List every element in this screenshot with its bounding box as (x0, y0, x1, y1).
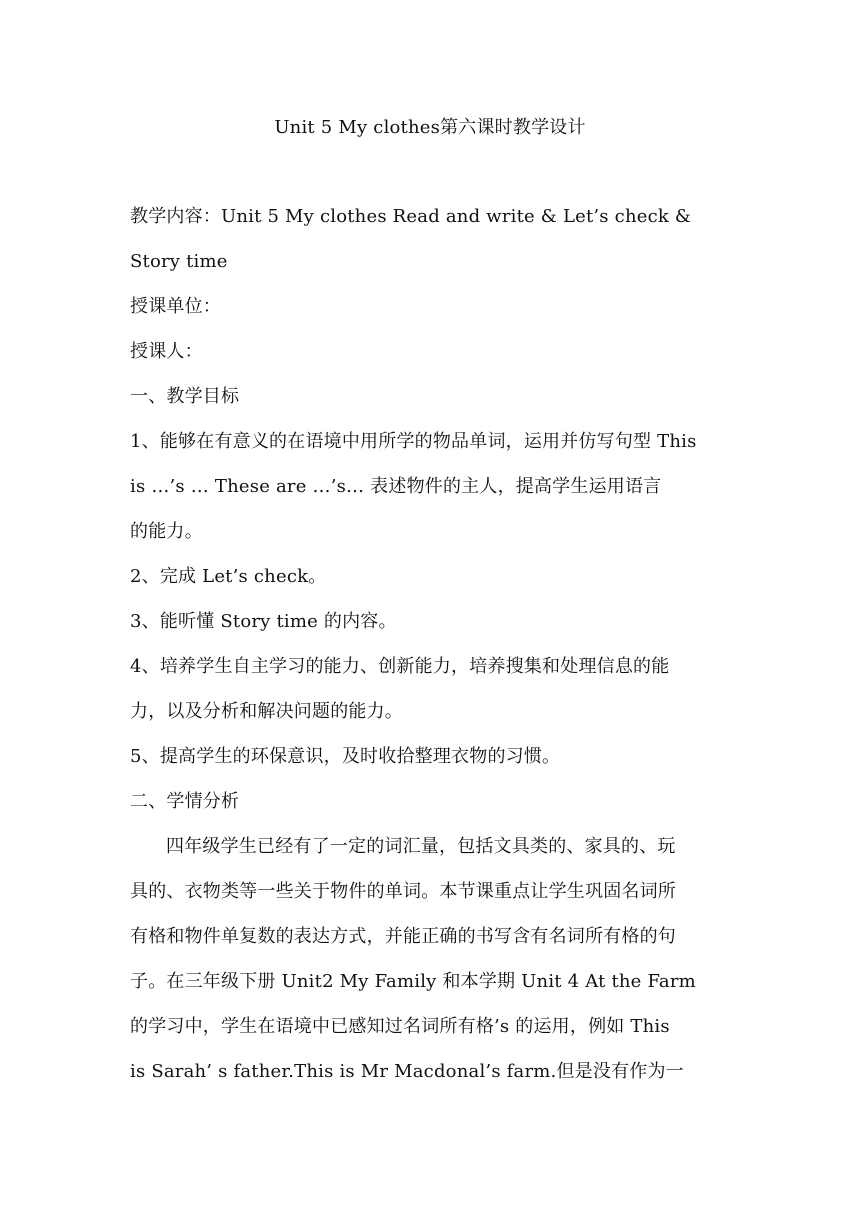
analysis-line-1: 四年级学生已经有了一定的词汇量，包括文具类的、家具的、玩 (166, 836, 676, 857)
objective-2-line: 2、完成 Let’s check。 (130, 566, 327, 587)
objective-3-line: 3、能听懂 Story time 的内容。 (130, 611, 397, 632)
teaching-content-line-2: Story time (130, 251, 228, 272)
analysis-line-5: 的学习中，学生在语境中已感知过名词所有格’s 的运用，例如 This (130, 1016, 670, 1037)
document-title: Unit 5 My clothes第六课时教学设计 (274, 117, 586, 138)
analysis-line-4: 子。在三年级下册 Unit2 My Family 和本学期 Unit 4 At the Farm (130, 971, 696, 992)
teaching-content-line-1: 教学内容：Unit 5 My clothes Read and write & Let’s check & (130, 206, 692, 227)
objective-1-line-2: is …’s … These are …’s… 表述物件的主人，提高学生运用语言 (130, 476, 662, 497)
objective-4-line-2: 力，以及分析和解决问题的能力。 (130, 701, 403, 722)
analysis-line-2: 具的、衣物类等一些关于物件的单词。本节课重点让学生巩固名词所 (130, 881, 676, 902)
objective-4-line-1: 4、培养学生自主学习的能力、创新能力，培养搜集和处理信息的能 (130, 656, 670, 677)
section-heading-analysis: 二、学情分析 (130, 791, 240, 812)
teaching-unit-line: 授课单位： (130, 296, 221, 317)
analysis-line-6: is Sarah’ s father.This is Mr Macdonal’s farm.但是没有作为一 (130, 1061, 684, 1082)
objective-5-line: 5、提高学生的环保意识，及时收拾整理衣物的习惯。 (130, 746, 561, 767)
teacher-line: 授课人： (130, 341, 203, 362)
analysis-line-3: 有格和物件单复数的表达方式，并能正确的书写含有名词所有格的句 (130, 926, 676, 947)
section-heading-objectives: 一、教学目标 (130, 386, 240, 407)
objective-1-line-3: 的能力。 (130, 521, 203, 542)
objective-1-line-1: 1、能够在有意义的在语境中用所学的物品单词，运用并仿写句型 This (130, 431, 697, 452)
